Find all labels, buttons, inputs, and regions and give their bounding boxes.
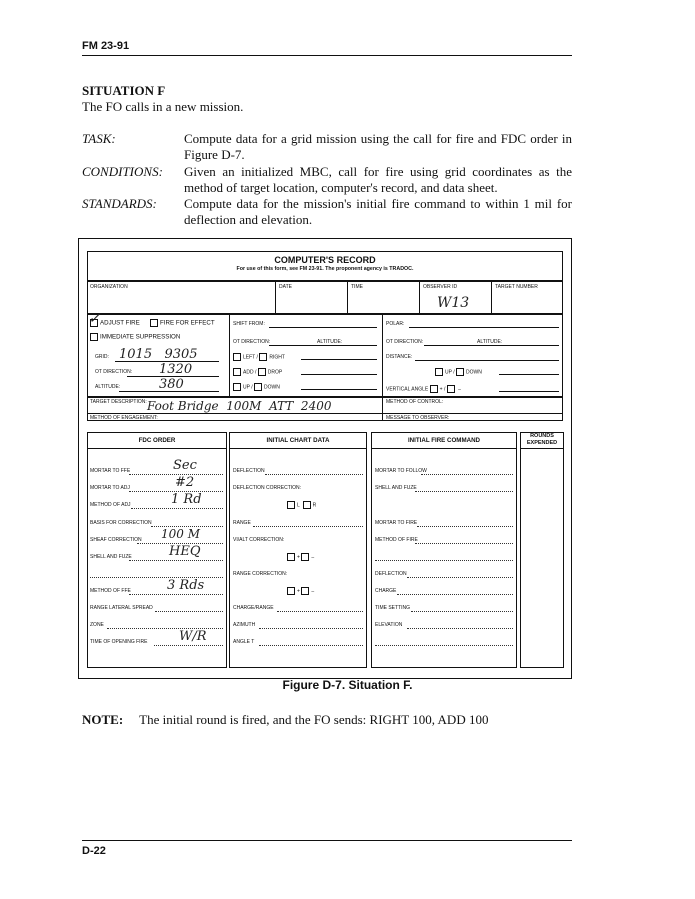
target-description-value: Foot Bridge 100M ATT 2400 [147,399,332,413]
vertical-angle-option[interactable]: VERTICAL ANGLE + / – [386,386,461,393]
observer-id-label: OBSERVER ID [423,284,458,290]
figure-caption: Figure D-7. Situation F. [282,678,413,692]
adjust-fire-checkbox[interactable] [90,319,98,327]
conditions-text: Given an initialized MBC, call for fire using grid coordinates as the method of target location, computer's record, and data sheet. [184,164,572,195]
standards-label: STANDARDS: [82,196,157,211]
method-of-adj-value: 1 Rd [171,492,202,507]
right-checkbox[interactable] [259,353,267,361]
deflection-label: DEFLECTION [233,468,265,474]
fc-shell-and-fuze-label: SHELL AND FUZE [375,485,417,491]
shell-and-fuze-label: SHELL AND FUZE [90,554,132,560]
method-of-engagement-label: METHOD OF ENGAGEMENT: [90,415,158,421]
range-correction-label: RANGE CORRECTION: [233,571,288,577]
form-title: COMPUTER'S RECORD [274,255,376,265]
method-of-ffe-label: METHOD OF FFE [90,588,131,594]
mortar-to-adj-value: #2 [175,475,195,490]
grid-label: GRID: [95,354,109,360]
adjust-fire-option[interactable]: ADJUST FIRE [90,319,140,327]
mortar-to-adj-label: MORTAR TO ADJ [90,485,130,491]
l-checkbox[interactable] [287,501,295,509]
sheaf-correction-label: SHEAF CORRECTION [90,537,142,543]
fc-deflection-label: DEFLECTION [375,571,407,577]
add-checkbox[interactable] [233,368,241,376]
mortar-to-follow-label: MORTAR TO FOLLOW [375,468,427,474]
adjust-fire-check-mark: ✓ [88,309,101,327]
charge-range-label: CHARGE/RANGE [233,605,274,611]
va-minus-checkbox[interactable] [447,385,455,393]
immediate-suppression-option[interactable]: IMMEDIATE SUPPRESSION [90,333,180,341]
rounds-expended-header-1: ROUNDS [530,433,554,439]
conditions-label: CONDITIONS: [82,164,163,179]
header-rule [82,55,572,56]
ot-direction-value: 1320 [159,362,193,377]
r-checkbox[interactable] [303,501,311,509]
time-of-opening-fire-label: TIME OF OPENING FIRE [90,639,148,645]
observer-id-value: W13 [437,295,470,311]
left-right-option[interactable]: LEFT / RIGHT [233,353,285,361]
up-down-option[interactable]: UP / DOWN [233,383,280,391]
situation-title: SITUATION F [82,83,166,98]
sheaf-correction-value: 100 M [161,527,201,541]
time-of-opening-fire-value: W/R [179,629,207,644]
initial-fire-command-header: INITIAL FIRE COMMAND [407,437,481,444]
organization-label: ORGANIZATION [90,284,128,290]
message-to-observer-label: MESSAGE TO OBSERVER: [386,415,450,421]
zone-label: ZONE [90,622,104,628]
deflection-correction-label: DEFLECTION CORRECTION: [233,485,302,491]
ot-direction-label: OT DIRECTION: [95,369,133,375]
shift-from-label: SHIFT FROM: [233,321,265,327]
fire-for-effect-checkbox[interactable] [150,319,158,327]
distance-label: DISTANCE: [386,354,413,360]
charge-label: CHARGE [375,588,397,594]
note-label: NOTE: [82,712,124,727]
task-text: Compute data for a grid mission using the call for fire and FDC order in Figure D-7. [184,131,572,162]
fdc-order-header: FDC ORDER [138,437,176,444]
va-plus-checkbox[interactable] [430,385,438,393]
standards-text: Compute data for the mission's initial fire command to within 1 mil for deflection and elevation. [184,196,572,227]
elevation-label: ELEVATION [375,622,403,628]
mid-altitude-label: ALTITUDE: [317,339,343,345]
note-text: The initial round is fired, and the FO sends: RIGHT 100, ADD 100 [139,712,489,727]
rounds-expended-column [520,432,564,668]
target-number-label: TARGET NUMBER [495,284,538,290]
down-checkbox[interactable] [254,383,262,391]
footer-rule [82,840,572,841]
polar-ot-direction-label: OT DIRECTION: [386,339,424,345]
immediate-suppression-checkbox[interactable] [90,333,98,341]
drop-checkbox[interactable] [258,368,266,376]
vi-minus-checkbox[interactable] [301,553,309,561]
range-label: RANGE [233,520,251,526]
l-r-option[interactable]: L R [287,501,316,509]
left-checkbox[interactable] [233,353,241,361]
mid-ot-direction-label: OT DIRECTION: [233,339,271,345]
vi-alt-plus-minus-option[interactable]: + – [287,553,314,561]
polar-up-down-option[interactable]: UP / DOWN [435,368,482,376]
polar-label: POLAR: [386,321,405,327]
page-number: D-22 [82,845,106,857]
computers-record-form [78,238,572,679]
mortar-to-ffe-value: Sec [173,458,197,473]
form-subtitle: For use of this form, see FM 23-91. The proponent agency is TRADOC. [236,266,414,272]
situation-text: The FO calls in a new mission. [82,99,244,114]
altitude-value: 380 [159,377,184,392]
shell-and-fuze-value: HEQ [169,544,201,559]
range-minus-checkbox[interactable] [301,587,309,595]
range-lateral-spread-label: RANGE LATERAL SPREAD [90,605,153,611]
mortar-to-ffe-label: MORTAR TO FFE [90,468,131,474]
mortar-to-fire-label: MORTAR TO FIRE [375,520,418,526]
basis-for-correction-label: BASIS FOR CORRECTION [90,520,152,526]
method-of-fire-label: METHOD OF FIRE [375,537,418,543]
angle-t-label: ANGLE T [233,639,255,645]
altitude-label: ALTITUDE: [95,384,121,390]
vi-plus-checkbox[interactable] [287,553,295,561]
grid-value: 1015 9305 [119,347,198,362]
method-of-control-label: METHOD OF CONTROL: [386,399,444,405]
initial-chart-data-header: INITIAL CHART DATA [266,437,330,444]
vi-alt-correction-label: VI/ALT CORRECTION: [233,537,285,543]
time-label: TIME [351,284,363,290]
fire-for-effect-option[interactable]: FIRE FOR EFFECT [150,319,215,327]
note [82,712,488,728]
date-label: DATE [279,284,292,290]
range-plus-checkbox[interactable] [287,587,295,595]
time-setting-label: TIME SETTING [375,605,410,611]
method-of-adj-label: METHOD OF ADJ [90,502,131,508]
add-drop-option[interactable]: ADD / DROP [233,368,282,376]
rounds-expended-header-2: EXPENDED [526,440,558,446]
azimuth-label: AZIMUTH [233,622,256,628]
target-description-label: TARGET DESCRIPTION: [90,399,147,405]
page-header-manual: FM 23-91 [82,40,130,52]
polar-down-checkbox[interactable] [456,368,464,376]
task-label: TASK: [82,131,116,146]
polar-up-checkbox[interactable] [435,368,443,376]
up-checkbox[interactable] [233,383,241,391]
range-plus-minus-option[interactable]: + – [287,587,314,595]
polar-altitude-label: ALTITUDE: [477,339,503,345]
method-of-ffe-value: 3 Rds [167,578,205,593]
